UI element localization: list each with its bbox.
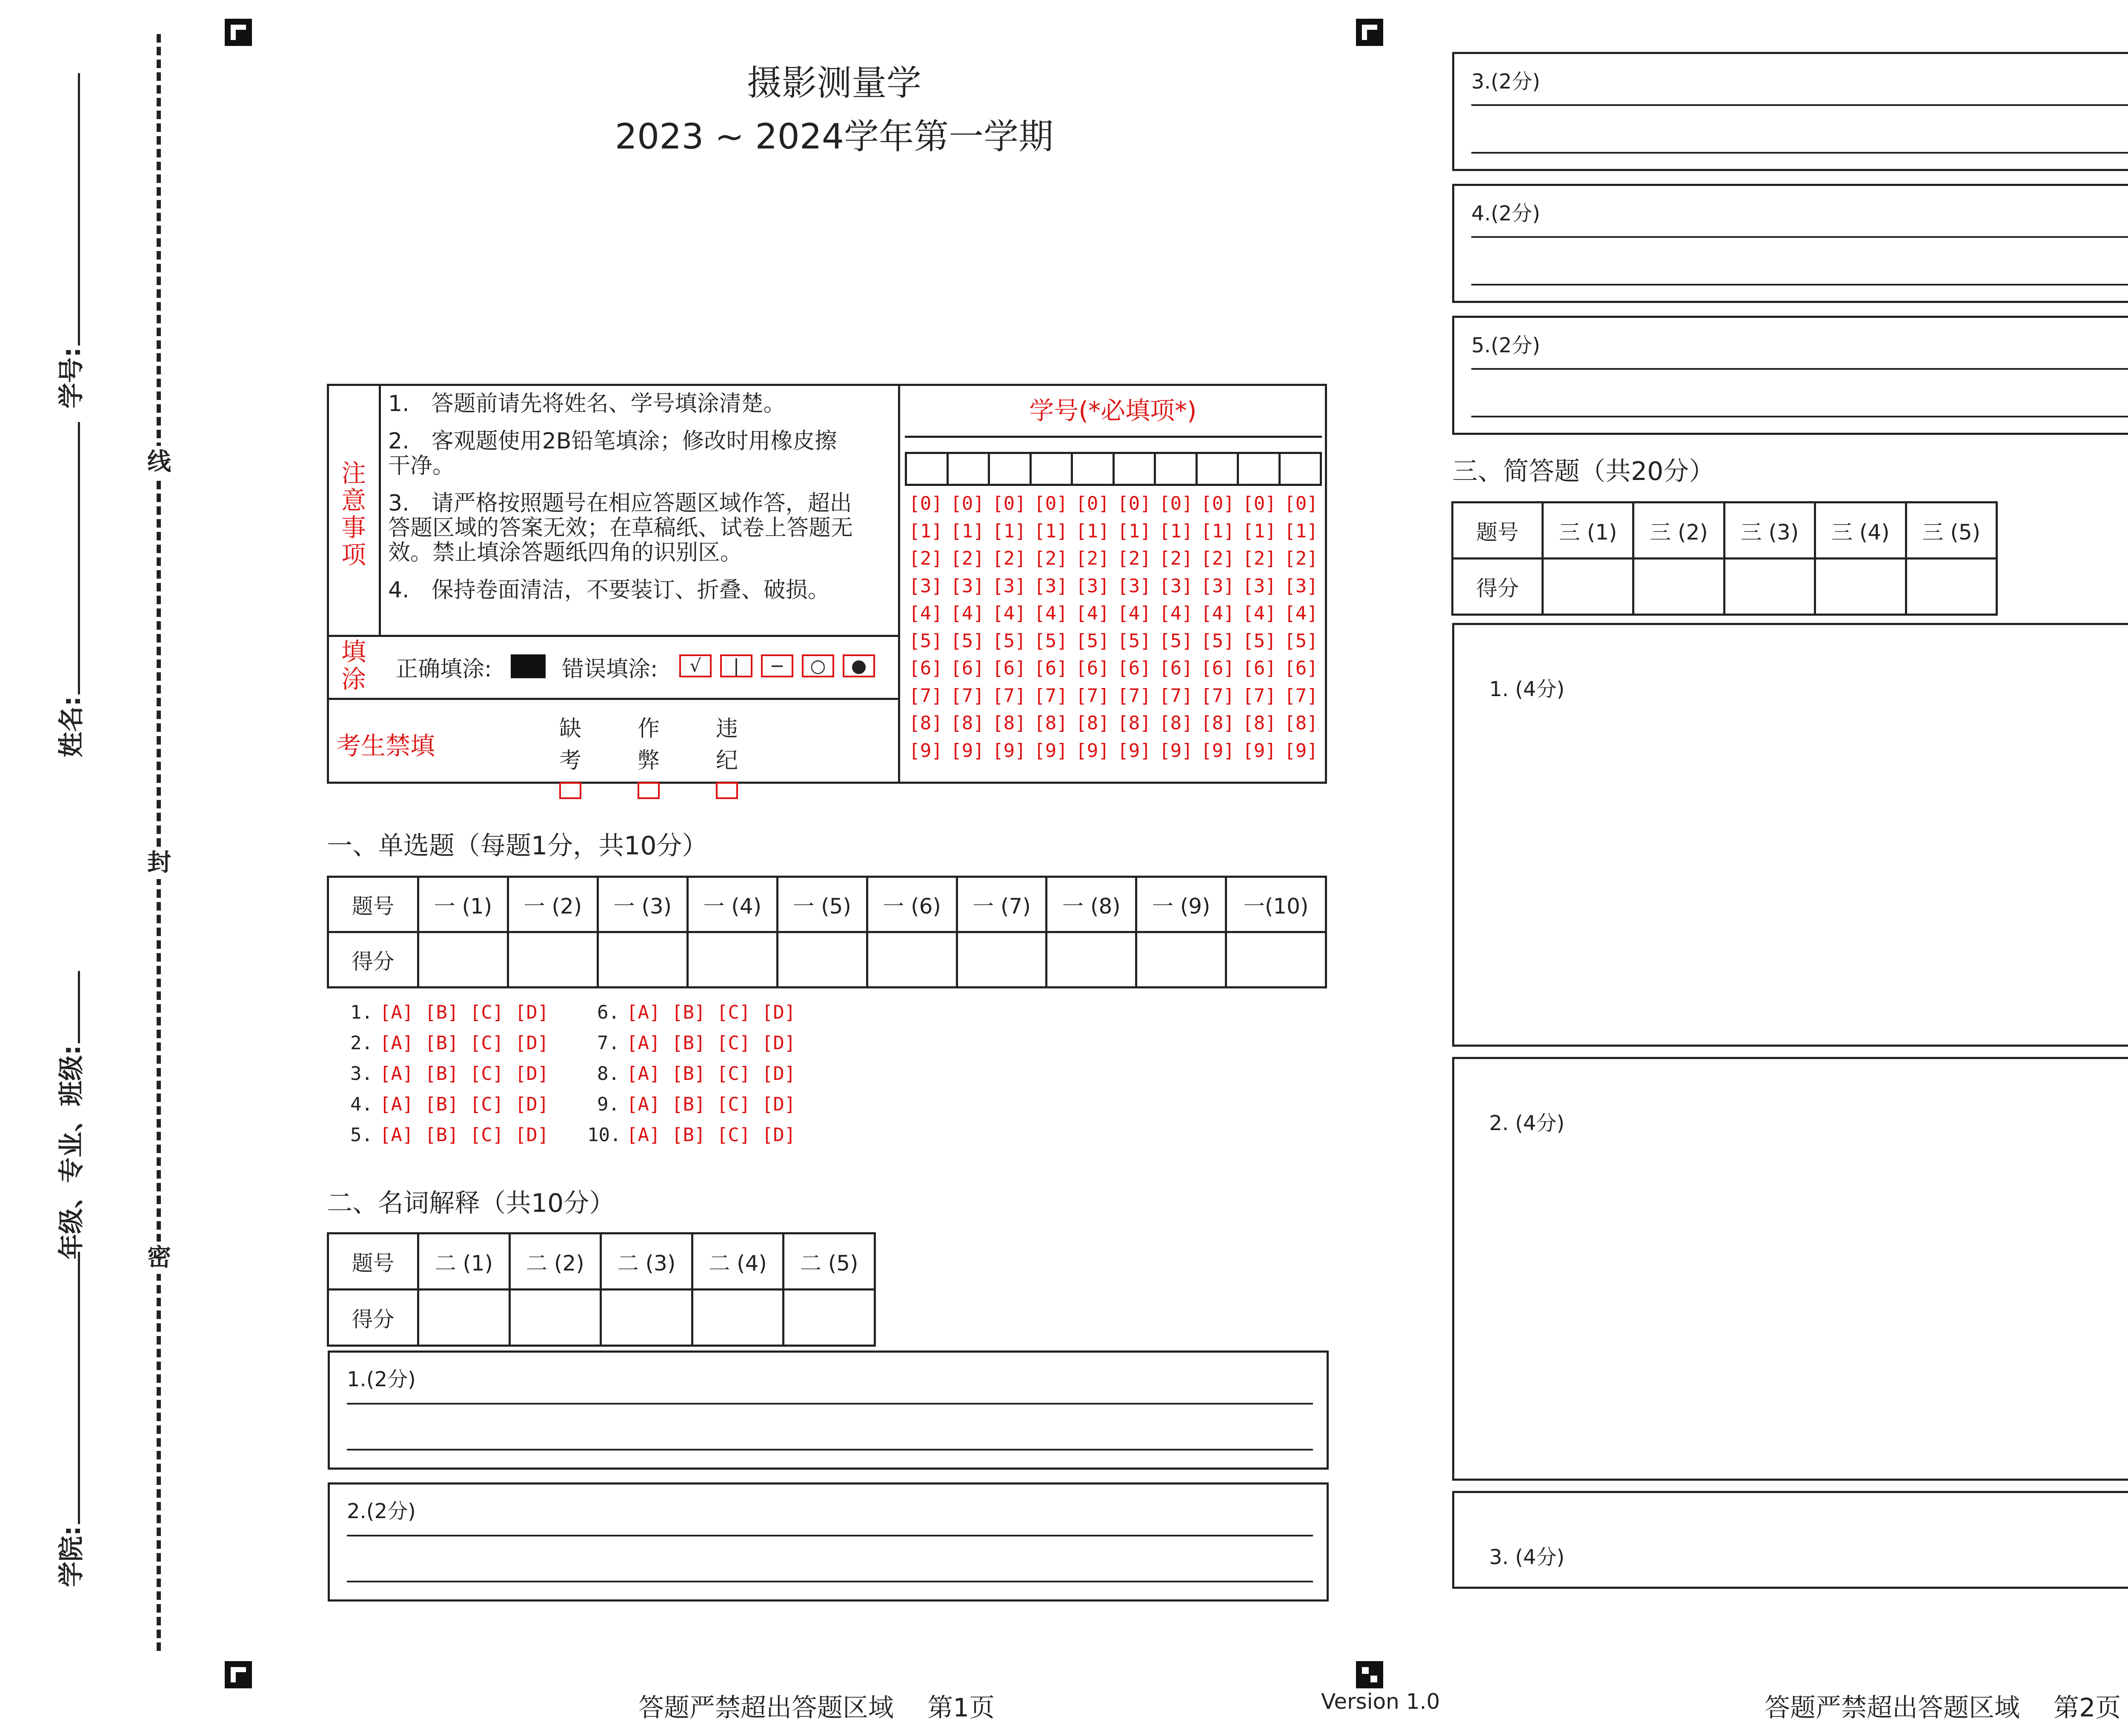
status-cheating-label: 作弊 bbox=[637, 716, 660, 774]
mc-questions-left[interactable] bbox=[340, 1002, 549, 1155]
student-id-bubble[interactable]: [3] bbox=[1034, 575, 1068, 597]
mc-question-row[interactable] bbox=[340, 1032, 549, 1063]
student-id-bubble[interactable]: [2] bbox=[1034, 548, 1068, 569]
mc-question-row[interactable] bbox=[340, 1063, 549, 1094]
section1-header-label: 题号 bbox=[328, 877, 418, 932]
mc-answer-options[interactable]: [A] [B] [C] [D] bbox=[626, 1032, 796, 1054]
student-id-bubble[interactable]: [4] bbox=[1201, 602, 1235, 624]
student-id-bubble[interactable]: [1] bbox=[1034, 520, 1068, 542]
section2-score-cell[interactable] bbox=[692, 1290, 784, 1346]
student-id-bubble-column[interactable] bbox=[905, 490, 947, 765]
student-id-bubble[interactable]: [4] bbox=[1075, 602, 1110, 624]
student-id-bubble[interactable]: [9] bbox=[1242, 740, 1276, 762]
student-id-write-box[interactable] bbox=[988, 452, 1032, 486]
student-id-write-box[interactable] bbox=[1279, 452, 1322, 486]
section2-score-cell[interactable] bbox=[509, 1290, 601, 1346]
student-id-bubble[interactable]: [2] bbox=[1284, 548, 1318, 569]
mc-question-number: 1. bbox=[350, 1002, 373, 1023]
student-id-bubble[interactable]: [0] bbox=[1117, 493, 1151, 514]
student-id-bubble[interactable]: [4] bbox=[1242, 602, 1276, 624]
student-id-bubble[interactable]: [5] bbox=[1201, 630, 1235, 652]
wrong-fill-dot: ● bbox=[843, 654, 875, 677]
student-id-grid-label: 学号(*必填项*) bbox=[1029, 396, 1197, 425]
student-id-bubble-column[interactable] bbox=[947, 490, 988, 765]
student-id-bubble[interactable]: [5] bbox=[1159, 630, 1193, 652]
student-id-bubble[interactable]: [3] bbox=[1284, 575, 1318, 597]
section1-col-5: 一 (5) bbox=[777, 877, 867, 932]
mc-question-number: 2. bbox=[350, 1032, 373, 1054]
student-id-bubble[interactable]: [9] bbox=[992, 740, 1026, 762]
student-id-bubble[interactable]: [1] bbox=[1159, 520, 1193, 542]
mc-question-number: 7. bbox=[597, 1032, 620, 1054]
student-id-bubble[interactable]: [8] bbox=[1117, 712, 1151, 734]
section1-score-cell[interactable] bbox=[957, 932, 1047, 988]
student-id-bubble[interactable]: [9] bbox=[1201, 740, 1235, 762]
student-id-bubble[interactable]: [8] bbox=[1284, 712, 1318, 734]
student-id-bubble[interactable]: [2] bbox=[992, 548, 1026, 569]
student-id-bubble[interactable]: [9] bbox=[1075, 740, 1110, 762]
student-id-bubble[interactable]: [5] bbox=[909, 630, 943, 652]
student-id-bubble[interactable]: [2] bbox=[1242, 548, 1276, 569]
student-id-bubble-column[interactable] bbox=[1197, 490, 1238, 765]
footer-version: Version 1.0 bbox=[1321, 1689, 1440, 1714]
mc-answer-options[interactable]: [A] [B] [C] [D] bbox=[380, 1124, 549, 1146]
term-answer-box-5[interactable] bbox=[1452, 316, 2128, 435]
student-id-bubble[interactable]: [3] bbox=[1117, 575, 1151, 597]
term-question-3-label: 3.(2分) bbox=[1471, 70, 1540, 94]
student-id-bubble[interactable]: [3] bbox=[950, 575, 984, 597]
student-id-bubble[interactable]: [8] bbox=[1159, 712, 1193, 734]
section3-col-5: 三 (5) bbox=[1906, 503, 1996, 559]
status-absent-label: 缺考 bbox=[559, 716, 581, 774]
term-title: 2023 ~ 2024学年第一学期 bbox=[615, 117, 1054, 157]
student-id-bubble-column[interactable] bbox=[1113, 490, 1155, 765]
section3-score-cell[interactable] bbox=[1543, 559, 1633, 615]
student-id-bubble[interactable]: [2] bbox=[1117, 548, 1151, 569]
section3-score-cell[interactable] bbox=[1815, 559, 1906, 615]
student-id-bubble[interactable]: [7] bbox=[1242, 685, 1276, 707]
status-violation-checkbox[interactable] bbox=[716, 782, 738, 799]
mc-answer-options[interactable]: [A] [B] [C] [D] bbox=[626, 1124, 796, 1146]
student-id-bubble[interactable]: [8] bbox=[909, 712, 943, 734]
student-id-bubble[interactable]: [3] bbox=[1075, 575, 1110, 597]
student-id-bubble-column[interactable] bbox=[988, 490, 1030, 765]
student-id-bubble[interactable]: [9] bbox=[1117, 740, 1151, 762]
section3-score-cell[interactable] bbox=[1633, 559, 1724, 615]
student-id-bubble[interactable]: [4] bbox=[950, 602, 984, 624]
student-id-bubble[interactable]: [7] bbox=[1201, 685, 1235, 707]
wrong-fill-circle: ○ bbox=[802, 654, 834, 677]
student-id-bubble[interactable]: [5] bbox=[1284, 630, 1318, 652]
wrong-fill-check: √ bbox=[679, 654, 712, 677]
short-answer-box-2[interactable] bbox=[1452, 1057, 2128, 1481]
section3-col-1: 三 (1) bbox=[1543, 503, 1633, 559]
footer-page-2: 答题严禁超出答题区域 第2页 bbox=[1765, 1693, 2121, 1723]
student-id-bubble[interactable]: [2] bbox=[909, 548, 943, 569]
section2-title: 二、名词解释（共10分） bbox=[327, 1188, 615, 1218]
student-id-bubble[interactable]: [6] bbox=[1159, 657, 1193, 679]
term-question-1-label: 1.(2分) bbox=[347, 1368, 416, 1391]
student-id-bubble-column[interactable] bbox=[1238, 490, 1280, 765]
student-id-bubble[interactable]: [8] bbox=[1201, 712, 1235, 734]
mc-answer-options[interactable]: [A] [B] [C] [D] bbox=[626, 1002, 796, 1023]
student-id-bubble[interactable]: [4] bbox=[1034, 602, 1068, 624]
section1-col-7: 一 (7) bbox=[957, 877, 1047, 932]
correct-fill-sample bbox=[511, 654, 546, 678]
mc-question-row[interactable] bbox=[587, 1094, 795, 1124]
registration-marker-top-left bbox=[225, 19, 252, 46]
student-id-bubble-column[interactable] bbox=[1030, 490, 1072, 765]
student-id-bubble[interactable]: [1] bbox=[909, 520, 943, 542]
section3-score-label: 得分 bbox=[1453, 559, 1543, 615]
student-id-bubble-column[interactable] bbox=[1155, 490, 1197, 765]
seal-char-secret: 密 bbox=[143, 1242, 175, 1274]
student-id-bubble[interactable]: [8] bbox=[950, 712, 984, 734]
section2-score-table bbox=[327, 1232, 876, 1347]
mc-question-number: 5. bbox=[350, 1124, 373, 1146]
student-id-bubble[interactable]: [3] bbox=[1159, 575, 1193, 597]
mc-answer-options[interactable]: [A] [B] [C] [D] bbox=[380, 1032, 549, 1054]
section1-col-4: 一 (4) bbox=[687, 877, 777, 932]
mc-question-row[interactable] bbox=[340, 1094, 549, 1124]
student-id-bubble[interactable]: [0] bbox=[992, 493, 1026, 514]
notice-item-1: 1. 答题前请先将姓名、学号填涂清楚。 bbox=[388, 391, 786, 417]
short-question-3-label: 3. (4分) bbox=[1489, 1545, 1565, 1569]
footer-page-1: 答题严禁超出答题区域 第1页 bbox=[638, 1693, 995, 1723]
student-id-bubble[interactable]: [9] bbox=[950, 740, 984, 762]
section2-score-cell[interactable] bbox=[418, 1290, 510, 1346]
student-id-write-box[interactable] bbox=[1030, 452, 1073, 486]
section3-col-2: 三 (2) bbox=[1633, 503, 1724, 559]
section1-col-1: 一 (1) bbox=[418, 877, 508, 932]
mc-question-row[interactable] bbox=[340, 1124, 549, 1155]
student-id-bubble-column[interactable] bbox=[1072, 490, 1113, 765]
student-id-bubble[interactable]: [3] bbox=[909, 575, 943, 597]
student-id-bubble[interactable]: [1] bbox=[992, 520, 1026, 542]
student-id-bubble[interactable]: [5] bbox=[1075, 630, 1110, 652]
notice-item-4: 4. 保持卷面清洁，不要装订、折叠、破损。 bbox=[388, 577, 830, 603]
fill-heading: 填涂 bbox=[341, 637, 366, 694]
term-answer-box-4[interactable] bbox=[1452, 184, 2128, 303]
student-id-bubble[interactable]: [5] bbox=[992, 630, 1026, 652]
exam-forbidden-label: 考生禁填 bbox=[336, 731, 435, 760]
section1-score-label: 得分 bbox=[328, 932, 418, 988]
mc-question-row[interactable] bbox=[587, 1124, 795, 1155]
student-id-write-box[interactable] bbox=[1113, 452, 1156, 486]
section1-col-8: 一 (8) bbox=[1047, 877, 1136, 932]
student-id-bubble[interactable]: [8] bbox=[1075, 712, 1110, 734]
student-id-bubble[interactable]: [5] bbox=[950, 630, 984, 652]
student-id-bubble[interactable]: [1] bbox=[1284, 520, 1318, 542]
student-id-bubble[interactable]: [2] bbox=[950, 548, 984, 569]
student-id-write-box[interactable] bbox=[1237, 452, 1281, 486]
term-answer-box-1[interactable] bbox=[328, 1351, 1329, 1470]
student-id-bubble[interactable]: [9] bbox=[1034, 740, 1068, 762]
section3-col-4: 三 (4) bbox=[1815, 503, 1906, 559]
student-id-bubble[interactable]: [0] bbox=[909, 493, 943, 514]
section1-col-2: 一 (2) bbox=[508, 877, 598, 932]
name-side-label: 姓名: bbox=[57, 696, 86, 757]
section1-col-10: 一(10) bbox=[1226, 877, 1326, 932]
student-id-bubble[interactable]: [9] bbox=[1284, 740, 1318, 762]
student-id-bubble[interactable]: [4] bbox=[992, 602, 1026, 624]
student-id-bubble[interactable]: [6] bbox=[1117, 657, 1151, 679]
student-id-bubble[interactable]: [9] bbox=[1159, 740, 1193, 762]
student-id-bubble[interactable]: [1] bbox=[1201, 520, 1235, 542]
section2-col-2: 二 (2) bbox=[509, 1233, 601, 1290]
student-id-bubble[interactable]: [7] bbox=[1284, 685, 1318, 707]
student-id-bubble[interactable]: [7] bbox=[1117, 685, 1151, 707]
student-id-write-box[interactable] bbox=[1154, 452, 1198, 486]
student-id-bubble[interactable]: [6] bbox=[992, 657, 1026, 679]
student-id-bubble[interactable]: [0] bbox=[1075, 493, 1110, 514]
section1-score-cell[interactable] bbox=[1226, 932, 1326, 988]
mc-question-number: 4. bbox=[350, 1094, 373, 1115]
section1-score-table bbox=[327, 876, 1327, 988]
registration-marker-bottom-left bbox=[225, 1661, 252, 1688]
short-question-1-label: 1. (4分) bbox=[1489, 677, 1565, 701]
student-id-bubble-column[interactable] bbox=[1280, 490, 1322, 765]
mc-question-row[interactable] bbox=[587, 1002, 795, 1032]
notice-heading: 注意事项 bbox=[341, 459, 366, 569]
student-id-bubble[interactable]: [8] bbox=[992, 712, 1026, 734]
student-id-bubble[interactable]: [7] bbox=[1075, 685, 1110, 707]
student-id-bubble[interactable]: [6] bbox=[950, 657, 984, 679]
short-answer-box-3[interactable] bbox=[1452, 1491, 2128, 1589]
section2-score-label: 得分 bbox=[328, 1290, 418, 1346]
section1-score-cell[interactable] bbox=[777, 932, 867, 988]
binding-dashed-line bbox=[157, 34, 161, 1651]
class-side-field[interactable] bbox=[51, 971, 88, 1259]
student-id-write-box[interactable] bbox=[947, 452, 990, 486]
student-id-bubble[interactable]: [8] bbox=[1242, 712, 1276, 734]
student-id-bubble[interactable]: [7] bbox=[950, 685, 984, 707]
student-id-bubble[interactable]: [9] bbox=[909, 740, 943, 762]
student-id-bubble[interactable]: [2] bbox=[1075, 548, 1110, 569]
mc-question-number: 10. bbox=[587, 1124, 621, 1146]
mc-answer-options[interactable]: [A] [B] [C] [D] bbox=[380, 1094, 549, 1115]
class-side-label: 年级、专业、班级: bbox=[57, 1045, 86, 1259]
student-id-bubble[interactable]: [5] bbox=[1242, 630, 1276, 652]
student-id-bubble[interactable]: [7] bbox=[1159, 685, 1193, 707]
notice-item-2: 2. 客观题使用2B铅笔填涂；修改时用橡皮擦干净。 bbox=[388, 428, 837, 479]
section1-col-9: 一 (9) bbox=[1136, 877, 1226, 932]
short-answer-box-1[interactable] bbox=[1452, 623, 2128, 1047]
mc-question-number: 9. bbox=[597, 1094, 620, 1115]
student-id-bubble[interactable]: [1] bbox=[950, 520, 984, 542]
student-id-bubble[interactable]: [1] bbox=[1242, 520, 1276, 542]
section3-score-cell[interactable] bbox=[1906, 559, 1996, 615]
term-question-2-label: 2.(2分) bbox=[347, 1499, 416, 1523]
student-id-bubble[interactable]: [2] bbox=[1159, 548, 1193, 569]
student-id-bubble[interactable]: [0] bbox=[1159, 493, 1193, 514]
student-id-bubble[interactable]: [1] bbox=[1117, 520, 1151, 542]
student-id-write-box[interactable] bbox=[905, 452, 949, 486]
section2-score-cell[interactable] bbox=[601, 1290, 692, 1346]
mc-question-row[interactable] bbox=[340, 1002, 549, 1032]
section1-score-cell[interactable] bbox=[418, 932, 508, 988]
term-question-4-label: 4.(2分) bbox=[1471, 202, 1540, 226]
wrong-fill-dash: − bbox=[761, 654, 793, 677]
section2-score-cell[interactable] bbox=[784, 1290, 875, 1346]
student-id-bubble[interactable]: [6] bbox=[1075, 657, 1110, 679]
mc-question-number: 8. bbox=[597, 1063, 620, 1085]
section3-score-cell[interactable] bbox=[1724, 559, 1815, 615]
section3-title: 三、简答题（共20分） bbox=[1452, 457, 1715, 486]
mc-answer-options[interactable]: [A] [B] [C] [D] bbox=[626, 1063, 796, 1085]
student-id-write-boxes[interactable] bbox=[905, 452, 1322, 486]
registration-marker-top-center bbox=[1356, 19, 1383, 46]
seal-char-seal: 封 bbox=[143, 847, 175, 879]
status-cheating-checkbox[interactable] bbox=[638, 782, 660, 799]
student-id-bubble[interactable]: [0] bbox=[1284, 493, 1318, 514]
student-id-bubble[interactable]: [3] bbox=[992, 575, 1026, 597]
student-id-bubble[interactable]: [7] bbox=[992, 685, 1026, 707]
section1-score-cell[interactable] bbox=[1136, 932, 1226, 988]
section1-score-cell[interactable] bbox=[1047, 932, 1136, 988]
section2-col-5: 二 (5) bbox=[784, 1233, 875, 1290]
short-question-2-label: 2. (4分) bbox=[1489, 1111, 1565, 1135]
name-side-field[interactable] bbox=[51, 422, 88, 757]
notice-item-3: 3. 请严格按照题号在相应答题区域作答，超出答题区域的答案无效；在草稿纸、试卷上答题无效。禁止填涂答题纸四角的识别区。 bbox=[388, 491, 853, 565]
student-id-bubble[interactable]: [0] bbox=[1034, 493, 1068, 514]
mc-question-row[interactable] bbox=[587, 1063, 795, 1094]
student-id-side-label: 学号: bbox=[57, 347, 86, 408]
section3-score-table bbox=[1451, 501, 1998, 616]
student-id-bubble[interactable]: [0] bbox=[1201, 493, 1235, 514]
college-side-label: 学院: bbox=[57, 1526, 86, 1587]
mc-question-number: 6. bbox=[597, 1002, 620, 1023]
wrong-fill-label: 错误填涂: bbox=[562, 657, 658, 682]
section1-title: 一、单选题（每题1分，共10分） bbox=[327, 831, 708, 861]
section1-col-3: 一 (3) bbox=[598, 877, 687, 932]
mc-answer-options[interactable]: [A] [B] [C] [D] bbox=[380, 1063, 549, 1085]
student-id-bubble[interactable]: [4] bbox=[1117, 602, 1151, 624]
section1-col-6: 一 (6) bbox=[867, 877, 957, 932]
mc-answer-options[interactable]: [A] [B] [C] [D] bbox=[380, 1002, 549, 1023]
mc-questions-right[interactable] bbox=[587, 1002, 795, 1155]
section2-col-3: 二 (3) bbox=[601, 1233, 692, 1290]
student-id-side-field[interactable] bbox=[51, 73, 88, 408]
student-id-bubble[interactable]: [7] bbox=[1034, 685, 1068, 707]
student-id-bubble[interactable]: [4] bbox=[1159, 602, 1193, 624]
section1-score-cell[interactable] bbox=[867, 932, 957, 988]
section2-col-1: 二 (1) bbox=[418, 1233, 510, 1290]
student-id-bubble[interactable]: [0] bbox=[950, 493, 984, 514]
student-id-bubble[interactable]: [6] bbox=[1201, 657, 1235, 679]
wrong-fill-bar: | bbox=[720, 654, 752, 677]
student-id-bubble[interactable]: [3] bbox=[1201, 575, 1235, 597]
student-id-bubble[interactable]: [6] bbox=[1284, 657, 1318, 679]
student-id-bubble[interactable]: [5] bbox=[1117, 630, 1151, 652]
correct-fill-label: 正确填涂: bbox=[396, 657, 492, 682]
section2-header-label: 题号 bbox=[328, 1233, 418, 1290]
mc-question-number: 3. bbox=[350, 1063, 373, 1085]
student-id-bubble[interactable]: [6] bbox=[1242, 657, 1276, 679]
seal-char-line: 线 bbox=[143, 446, 175, 478]
student-id-bubble[interactable]: [4] bbox=[1284, 602, 1318, 624]
student-id-bubble[interactable]: [6] bbox=[909, 657, 943, 679]
section2-col-4: 二 (4) bbox=[692, 1233, 784, 1290]
registration-marker-bottom-center bbox=[1356, 1661, 1383, 1688]
section3-col-3: 三 (3) bbox=[1724, 503, 1815, 559]
student-id-bubble[interactable]: [4] bbox=[909, 602, 943, 624]
term-answer-box-2[interactable] bbox=[328, 1482, 1329, 1602]
status-violation-label: 违纪 bbox=[715, 716, 738, 774]
status-absent-checkbox[interactable] bbox=[559, 782, 581, 799]
student-id-write-box[interactable] bbox=[1196, 452, 1239, 486]
section1-score-cell[interactable] bbox=[598, 932, 687, 988]
mc-question-row[interactable] bbox=[587, 1032, 795, 1063]
student-id-bubble[interactable]: [0] bbox=[1242, 493, 1276, 514]
student-id-write-box[interactable] bbox=[1071, 452, 1115, 486]
term-question-5-label: 5.(2分) bbox=[1471, 334, 1540, 357]
section3-header-label: 题号 bbox=[1453, 503, 1543, 559]
student-id-bubble-grid[interactable] bbox=[905, 490, 1322, 771]
student-id-bubble[interactable]: [2] bbox=[1201, 548, 1235, 569]
term-answer-box-3[interactable] bbox=[1452, 52, 2128, 171]
mc-answer-options[interactable]: [A] [B] [C] [D] bbox=[626, 1094, 796, 1115]
section1-score-cell[interactable] bbox=[508, 932, 598, 988]
student-id-bubble[interactable]: [1] bbox=[1075, 520, 1110, 542]
college-side-field[interactable] bbox=[51, 1252, 88, 1587]
section1-score-cell[interactable] bbox=[687, 932, 777, 988]
student-id-bubble[interactable]: [6] bbox=[1034, 657, 1068, 679]
student-id-bubble[interactable]: [3] bbox=[1242, 575, 1276, 597]
student-id-bubble[interactable]: [5] bbox=[1034, 630, 1068, 652]
student-id-bubble[interactable]: [7] bbox=[909, 685, 943, 707]
student-id-bubble[interactable]: [8] bbox=[1034, 712, 1068, 734]
course-title: 摄影测量学 bbox=[747, 63, 921, 103]
